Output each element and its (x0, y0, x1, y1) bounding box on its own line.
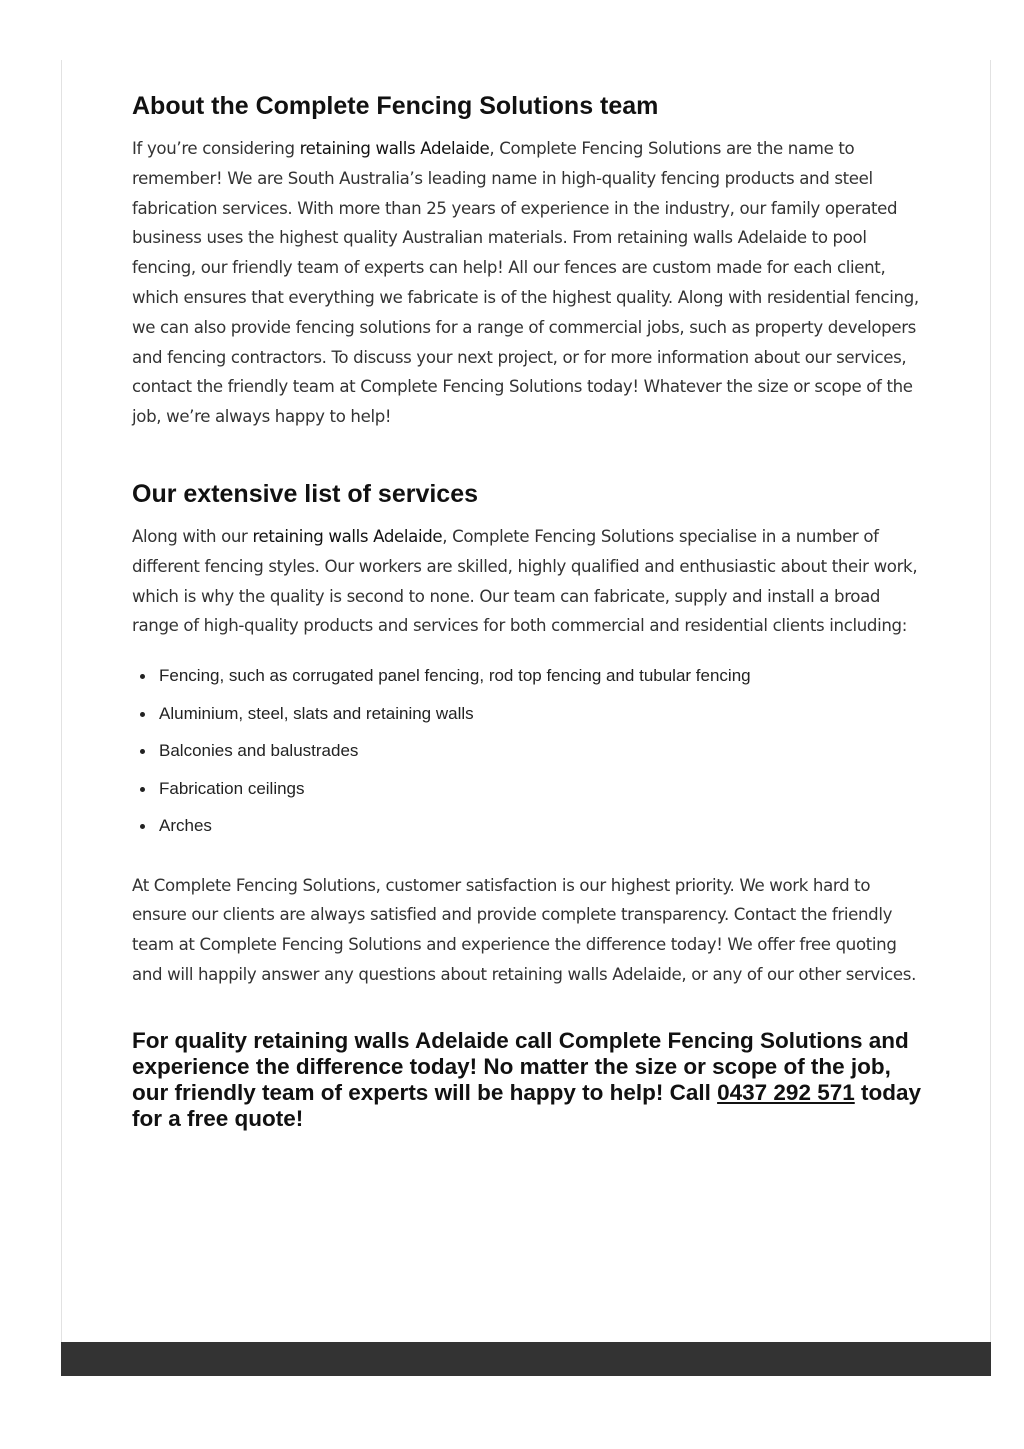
call-to-action (132, 1028, 924, 1132)
list-item (132, 701, 924, 739)
bullet-icon (140, 674, 145, 679)
service-label: Fencing, such as corrugated panel fencing, rod top fencing and tubular fencing (159, 666, 751, 686)
cta-text-start: For quality retaining walls Adelaide call Complete Fencing Solutions and experience the difference today! No matter the size or scope of the job, our friendly team of experts will be happy to help! Call (132, 1027, 909, 1105)
services-paragraph (132, 522, 924, 641)
about-paragraph (132, 134, 924, 432)
about-text-start: If you’re considering (132, 139, 300, 158)
list-item (132, 663, 924, 701)
main-content (132, 86, 924, 1132)
bullet-icon (140, 787, 145, 792)
service-label: Aluminium, steel, slats and retaining walls (159, 703, 474, 723)
services-list (132, 663, 924, 851)
bullet-icon (140, 749, 145, 754)
about-text-rest: , Complete Fencing Solutions are the name to remember! We are South Australia’s leading name in high-quality fencing products and steel fabrication services. With more than 25 years of experience in the industry, our family operated business uses the highest quality Australian materials. From retaining walls Adelaide to pool fencing, our friendly team of experts can help! All our fences are custom made for each client, which ensures that everything we fabricate is of the highest quality. Along with residential fencing, we can also provide fencing solutions for a range of commercial jobs, such as property developers and fencing contractors. To discuss your next project, or for more information about our services, contact the friendly team at Complete Fencing Solutions today! Whatever the size or scope of the job, we’re always happy to help! (132, 139, 919, 427)
list-item (132, 738, 924, 776)
bullet-icon (140, 712, 145, 717)
cta-text-end: today for a free quote! (132, 1079, 922, 1131)
list-item (132, 813, 924, 851)
keyword-retaining-walls: retaining walls Adelaide (252, 526, 443, 546)
service-label: Balconies and balustrades (159, 741, 359, 761)
closing-paragraph: At Complete Fencing Solutions, customer satisfaction is our highest priority. We work hard to ensure our clients are always satisfied and provide complete transparency. Contact the friendly team at Complete Fencing Solutions and experience the difference today! We offer free quoting and will happily answer any questions about retaining walls Adelaide, or any of our other services. (132, 875, 917, 985)
keyword-retaining-walls: retaining walls Adelaide (299, 139, 490, 158)
phone-link[interactable]: 0437 292 571 (717, 1079, 855, 1105)
footer-bar (61, 1342, 991, 1376)
service-label: Arches (159, 816, 212, 836)
bullet-icon (140, 824, 145, 829)
section-heading-about: About the Complete Fencing Solutions team (132, 92, 659, 120)
services-text-start: Along with our (132, 526, 253, 546)
list-item (132, 776, 924, 814)
services-text-rest: , Complete Fencing Solutions specialise in a number of different fencing styles. Our workers are skilled, highly qualified and enthusiastic about their work, which is why the quality is second to none. Our team can fabricate, supply and install a broad range of high-quality products and services for both commercial and residential clients including: (132, 526, 918, 636)
section-heading-services: Our extensive list of services (132, 479, 479, 508)
service-label: Fabrication ceilings (159, 778, 305, 798)
